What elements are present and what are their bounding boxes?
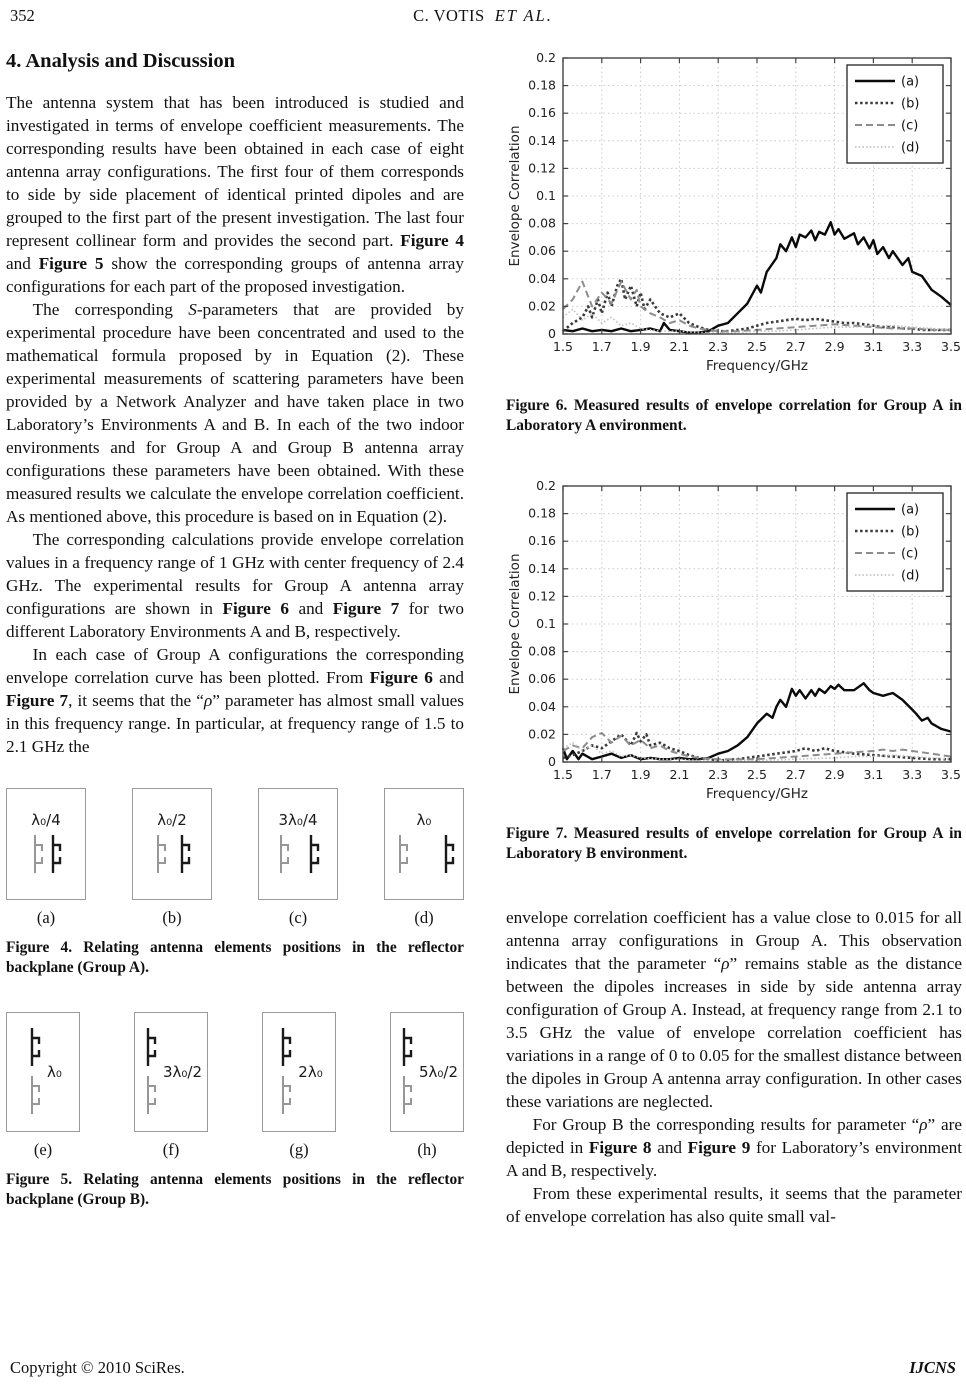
antenna-box — [390, 1012, 464, 1132]
svg-text:0.08: 0.08 — [528, 215, 556, 231]
antenna-box — [262, 1012, 336, 1132]
subfigure-label: (c) — [288, 908, 308, 927]
svg-text:0.02: 0.02 — [528, 298, 556, 314]
antenna-pair-icon — [396, 1026, 418, 1118]
svg-text:1.5: 1.5 — [553, 339, 573, 354]
distance-label: λ₀ — [416, 811, 432, 829]
svg-text:3.5: 3.5 — [941, 767, 961, 782]
svg-text:(c): (c) — [901, 118, 919, 134]
antenna-pair-icon — [270, 831, 326, 877]
svg-text:0.18: 0.18 — [528, 505, 556, 521]
figure4-cell-c — [258, 788, 338, 928]
antenna-pair-icon — [144, 831, 200, 877]
distance-label: λ₀/2 — [157, 811, 187, 829]
svg-text:0.12: 0.12 — [528, 160, 556, 176]
page-number: 352 — [10, 6, 35, 25]
svg-text:2.9: 2.9 — [824, 767, 845, 782]
paragraph: The corresponding S-parameters that are provided by experimental procedure have been concentrated and used to the mathematical formula proposed by in Equation (2). These experimental measurements of scattering parameters have been provided by a Network Analyzer and have taken place in two Laboratory’s Environments A and B. In each of the two indoor environments and for Group A and Group B antenna array configurations these parameters have been obtained. With these measured results we calculate the envelope correlation coefficient. As mentioned above, this procedure is based on in Equation (2). — [6, 300, 464, 526]
figure4-panel — [6, 788, 464, 928]
running-head-etal: ET AL. — [494, 6, 553, 25]
svg-text:1.9: 1.9 — [630, 767, 651, 782]
svg-text:Envelope Correlation: Envelope Correlation — [507, 125, 523, 267]
svg-text:0.04: 0.04 — [528, 698, 556, 714]
svg-text:0.12: 0.12 — [528, 588, 556, 604]
svg-text:1.5: 1.5 — [553, 767, 573, 782]
svg-text:0.14: 0.14 — [528, 132, 556, 148]
svg-text:0.2: 0.2 — [536, 50, 556, 65]
antenna-pair-icon — [24, 1026, 46, 1118]
svg-text:Envelope Correlation: Envelope Correlation — [507, 553, 523, 695]
svg-text:(d): (d) — [901, 568, 920, 584]
antenna-pair-icon — [18, 831, 74, 877]
figure4-caption: Figure 4. Relating antenna elements positions in the reflector backplane (Group A). — [6, 939, 464, 976]
copyright-text: Copyright © 2010 SciRes. — [10, 1358, 185, 1377]
distance-label: λ₀ — [47, 1063, 62, 1081]
svg-text:1.7: 1.7 — [591, 767, 612, 782]
distance-label: λ₀/4 — [31, 811, 61, 829]
figure6-caption: Figure 6. Measured results of envelope correlation for Group A in Laboratory A environment. — [506, 397, 962, 434]
svg-text:0.06: 0.06 — [528, 671, 556, 687]
page-footer — [0, 1358, 966, 1380]
svg-text:(b): (b) — [901, 96, 920, 112]
antenna-box — [132, 788, 212, 900]
svg-text:3.3: 3.3 — [902, 339, 923, 354]
running-head-author: C. VOTIS — [413, 6, 485, 25]
svg-text:Frequency/GHz: Frequency/GHz — [706, 786, 808, 802]
paragraph: In each case of Group A configurations the corresponding envelope correlation curve has been plotted. From Figure 6 and Figure 7, it seems that the “ρ” parameter has almost small values in this frequency range. In particular, at frequency range of 1.5 to 2.1 GHz the — [6, 645, 465, 756]
chart-svg — [506, 476, 961, 810]
subfigure-label: (f) — [162, 1140, 180, 1159]
svg-text:0.2: 0.2 — [536, 478, 556, 493]
svg-text:0: 0 — [548, 326, 556, 341]
left-column — [6, 42, 464, 1210]
svg-text:0.1: 0.1 — [536, 616, 556, 631]
antenna-pair-icon — [140, 1026, 162, 1118]
paragraph: The antenna system that has been introduced is studied and investigated in terms of envelope coefficient measurements. The corresponding results have been obtained in each case of eight antenna array configurations. The first four of them corresponds to side by side placement of identical printed dipoles and are grouped to the first part of the present investigation. The last four represent collinear form and provides the second part. Figure 4 and Figure 5 show the corresponding groups of antenna array configurations for each part of the proposed investigation. — [6, 93, 464, 296]
antenna-box — [258, 788, 338, 900]
svg-text:2.7: 2.7 — [785, 767, 806, 782]
page-header — [0, 6, 966, 30]
svg-text:3.5: 3.5 — [941, 339, 961, 354]
subfigure-label: (h) — [417, 1140, 437, 1159]
subfigure-label: (b) — [162, 908, 182, 927]
svg-text:0.16: 0.16 — [528, 533, 556, 549]
figure5-cell-h — [390, 1012, 464, 1160]
svg-text:3.1: 3.1 — [863, 339, 884, 354]
antenna-box — [6, 1012, 80, 1132]
figure5-panel — [6, 1012, 464, 1160]
figure6-chart — [506, 48, 962, 382]
svg-text:3.1: 3.1 — [863, 767, 884, 782]
chart-svg — [506, 48, 961, 382]
svg-text:0.1: 0.1 — [536, 188, 556, 203]
section-heading: 4. Analysis and Discussion — [6, 50, 236, 72]
antenna-box — [134, 1012, 208, 1132]
antenna-pair-icon — [275, 1026, 297, 1118]
antenna-box — [6, 788, 86, 900]
subfigure-label: (d) — [414, 908, 434, 927]
svg-text:2.5: 2.5 — [747, 339, 767, 354]
svg-text:0.08: 0.08 — [528, 643, 556, 659]
distance-label: 2λ₀ — [298, 1063, 323, 1081]
figure4-cell-d — [384, 788, 464, 928]
svg-text:0.02: 0.02 — [528, 726, 556, 742]
figure4-cell-b — [132, 788, 212, 928]
svg-text:3.3: 3.3 — [902, 767, 923, 782]
svg-text:(a): (a) — [901, 74, 920, 90]
figure5-caption: Figure 5. Relating antenna elements positions in the reflector backplane (Group B). — [6, 1171, 464, 1208]
svg-text:0.14: 0.14 — [528, 560, 556, 576]
journal-name: IJCNS — [909, 1358, 956, 1377]
svg-text:(c): (c) — [901, 546, 919, 562]
svg-text:1.9: 1.9 — [630, 339, 651, 354]
right-column — [506, 42, 962, 1228]
svg-text:2.9: 2.9 — [824, 339, 845, 354]
distance-label: 5λ₀/2 — [418, 1063, 459, 1081]
figure4-cell-a — [6, 788, 86, 928]
subfigure-label: (g) — [289, 1140, 309, 1159]
figure7-caption: Figure 7. Measured results of envelope correlation for Group A in Laboratory B environment. — [506, 825, 962, 862]
figure7-chart — [506, 476, 962, 810]
figure5-cell-e — [6, 1012, 80, 1160]
paragraph: From these experimental results, it seems that the parameter of envelope correlation has also quite small val- — [506, 1184, 962, 1226]
subfigure-label: (a) — [36, 908, 56, 927]
paragraph: For Group B the corresponding results for parameter “ρ” are depicted in Figure 8 and Figure 9 for Laboratory’s environment A and B, respectively. — [506, 1115, 962, 1180]
figure5-cell-g — [262, 1012, 336, 1160]
svg-text:0.06: 0.06 — [528, 243, 556, 259]
svg-text:2.1: 2.1 — [669, 339, 690, 354]
svg-text:2.1: 2.1 — [669, 767, 690, 782]
svg-text:0.18: 0.18 — [528, 77, 556, 93]
subfigure-label: (e) — [33, 1140, 53, 1159]
svg-text:2.7: 2.7 — [785, 339, 806, 354]
svg-text:Frequency/GHz: Frequency/GHz — [706, 358, 808, 374]
running-head — [0, 6, 966, 26]
paragraph: The corresponding calculations provide envelope correlation values in a frequency range of 1 GHz with center frequency of 2.4 GHz. The experimental results for Group A antenna array configurations are shown in Figure 6 and Figure 7 for two different Laboratory Environments A and B, respectively. — [6, 530, 465, 641]
distance-label: 3λ₀/2 — [162, 1063, 203, 1081]
svg-text:(b): (b) — [901, 524, 920, 540]
svg-text:0.16: 0.16 — [528, 105, 556, 121]
svg-text:1.7: 1.7 — [591, 339, 612, 354]
svg-text:2.3: 2.3 — [708, 767, 729, 782]
figure5-cell-f — [134, 1012, 208, 1160]
svg-text:2.3: 2.3 — [708, 339, 729, 354]
svg-text:(d): (d) — [901, 140, 920, 156]
svg-text:0.04: 0.04 — [528, 270, 556, 286]
svg-text:(a): (a) — [901, 502, 920, 518]
antenna-box — [384, 788, 464, 900]
svg-text:2.5: 2.5 — [747, 767, 767, 782]
antenna-pair-icon — [392, 831, 456, 877]
paragraph: envelope correlation coefficient has a value close to 0.015 for all antenna array configurations in Group A. This observation indicates that the parameter “ρ” remains stable as the distance between the dipoles increases in side by side antenna array configuration of Group A. Instead, at frequency range from 2.1 to 3.5 GHz the value of envelope correlation coefficient has variations in a range of 0 to 0.05 for the smallest distance between the dipoles in Group A antenna array configuration. In other cases these variations are neglected. — [506, 908, 962, 1111]
svg-text:0: 0 — [548, 754, 556, 769]
distance-label: 3λ₀/4 — [278, 811, 318, 829]
